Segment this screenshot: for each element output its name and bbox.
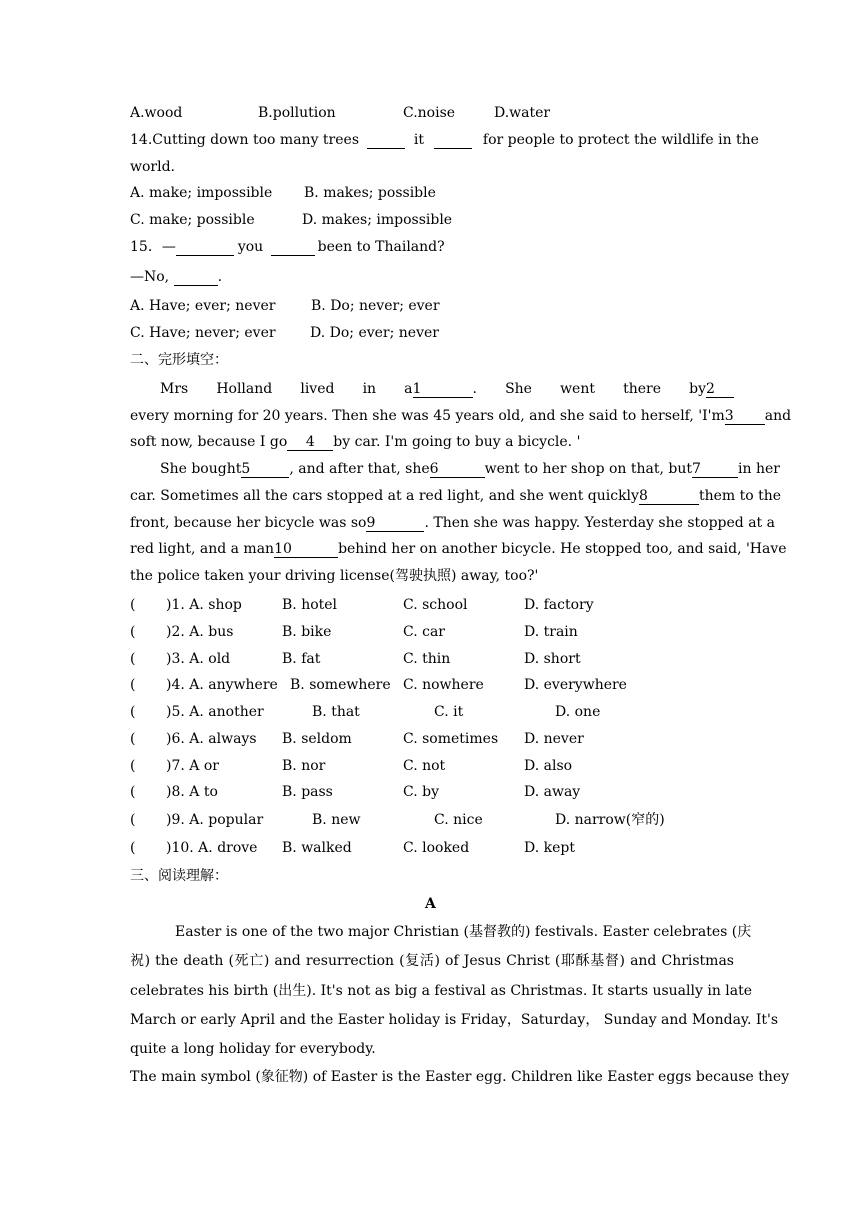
q14-stem-continued: world. bbox=[130, 159, 175, 175]
cloze-blank-9: 9 bbox=[366, 516, 424, 532]
q14-option-d: D. makes; impossible bbox=[302, 212, 453, 228]
item-option-c: C. looked bbox=[403, 840, 470, 856]
q15-option-c: C. Have; never; ever bbox=[130, 325, 276, 341]
cloze-text: went to her shop on that, but bbox=[484, 461, 692, 477]
item-option-d: D. also bbox=[524, 758, 573, 774]
q15-stem bbox=[130, 240, 445, 256]
item-option-d: D. short bbox=[524, 651, 581, 667]
item-option-a: )8. A to bbox=[166, 784, 218, 800]
q15-blank-1 bbox=[176, 240, 234, 256]
item-option-d: D. away bbox=[524, 784, 581, 800]
q13-option-a: A.wood bbox=[130, 105, 183, 121]
q15-option-a: A. Have; ever; never bbox=[130, 298, 276, 314]
item-option-c: C. thin bbox=[403, 651, 451, 667]
passage-line: celebrates his birth (出生). It's not as big a festival as Christmas. It starts usually in late bbox=[130, 983, 753, 999]
cloze-paragraph-2-line-3 bbox=[130, 515, 775, 532]
cloze-text: and bbox=[764, 408, 792, 424]
item-option-a: )5. A. another bbox=[166, 704, 264, 720]
q14-stem-part: 14.Cutting down too many trees bbox=[130, 132, 359, 148]
section-title-reading: 三、阅读理解： bbox=[130, 868, 228, 884]
q13-option-b: B.pollution bbox=[258, 105, 336, 121]
passage-line: Easter is one of the two major Christian (基督教的) festivals. Easter celebrates (庆 bbox=[175, 924, 752, 940]
answer-paren: ( bbox=[130, 758, 136, 774]
answer-paren: ( bbox=[130, 677, 136, 693]
cloze-text: . She went there by bbox=[472, 381, 706, 397]
item-option-d: D. one bbox=[555, 704, 601, 720]
item-option-b: B. new bbox=[312, 812, 361, 828]
answer-paren: ( bbox=[130, 651, 136, 667]
cloze-paragraph-1-line-2 bbox=[130, 408, 792, 425]
item-option-d: D. factory bbox=[524, 597, 594, 613]
item-option-c: C. nice bbox=[434, 812, 483, 828]
cloze-blank-7: 7 bbox=[692, 462, 738, 478]
item-option-c: C. car bbox=[403, 624, 445, 640]
item-option-a: )6. A. always bbox=[166, 731, 257, 747]
cloze-text: by car. I'm going to buy a bicycle. ' bbox=[333, 434, 581, 450]
q14-option-a: A. make; impossible bbox=[130, 185, 273, 201]
item-option-b: B. hotel bbox=[282, 597, 338, 613]
q15-reply-text: —No, bbox=[130, 269, 170, 285]
item-option-b: B. that bbox=[312, 704, 360, 720]
q15-blank-3 bbox=[174, 270, 218, 286]
item-option-c: C. not bbox=[403, 758, 446, 774]
answer-paren: ( bbox=[130, 597, 136, 613]
cloze-text: Mrs Holland lived in a bbox=[160, 381, 413, 397]
item-option-b: B. fat bbox=[282, 651, 321, 667]
item-option-b: B. pass bbox=[282, 784, 333, 800]
q14-blank-1 bbox=[367, 133, 405, 149]
cloze-paragraph-1-line-3 bbox=[130, 435, 580, 451]
cloze-blank-10: 10 bbox=[274, 542, 338, 558]
item-option-a: )10. A. drove bbox=[166, 840, 258, 856]
cloze-text: She bought bbox=[160, 461, 242, 477]
q15-stem-part: 15．— bbox=[130, 239, 176, 255]
q15-stem-part: you bbox=[237, 239, 264, 255]
item-option-d: D. never bbox=[524, 731, 584, 747]
q14-option-c: C. make; possible bbox=[130, 212, 255, 228]
q14-stem-part: for people to protect the wildlife in the bbox=[482, 132, 759, 148]
q15-reply-end: . bbox=[217, 269, 223, 285]
q14-stem bbox=[130, 133, 759, 149]
item-option-c: C. it bbox=[434, 704, 464, 720]
answer-paren: ( bbox=[130, 812, 136, 828]
cloze-paragraph-2-line-4 bbox=[130, 541, 787, 558]
passage-line: March or early April and the Easter holiday is Friday，Saturday， Sunday and Monday. It's bbox=[130, 1012, 779, 1028]
answer-paren: ( bbox=[130, 624, 136, 640]
answer-paren: ( bbox=[130, 704, 136, 720]
passage-line: The main symbol (象征物) of Easter is the Easter egg. Children like Easter eggs because they bbox=[130, 1069, 790, 1085]
q13-option-c: C.noise bbox=[403, 105, 456, 121]
item-option-a: )4. A. anywhere bbox=[166, 677, 278, 693]
item-option-c: C. nowhere bbox=[403, 677, 484, 693]
item-option-b: B. somewhere bbox=[290, 677, 391, 693]
cloze-text: every morning for 20 years. Then she was 45 years old, and she said to herself, 'I'm bbox=[130, 408, 725, 424]
item-option-b: B. bike bbox=[282, 624, 332, 640]
section-title-cloze: 二、完形填空： bbox=[130, 352, 228, 368]
item-option-a: )9. A. popular bbox=[166, 812, 264, 828]
q15-option-d: D. Do; ever; never bbox=[310, 325, 439, 341]
passage-line: quite a long holiday for everybody. bbox=[130, 1041, 376, 1057]
q15-reply bbox=[130, 270, 222, 286]
q15-blank-2 bbox=[271, 240, 315, 256]
q15-stem-part: been to Thailand? bbox=[317, 239, 445, 255]
answer-paren: ( bbox=[130, 731, 136, 747]
item-option-a: )1. A. shop bbox=[166, 597, 242, 613]
item-option-c: C. by bbox=[403, 784, 439, 800]
cloze-blank-4: 4 bbox=[287, 435, 333, 451]
cloze-text: behind her on another bicycle. He stopped too, and said, 'Have bbox=[338, 541, 787, 557]
cloze-paragraph-2-line-2 bbox=[130, 488, 782, 505]
item-option-b: B. seldom bbox=[282, 731, 352, 747]
item-option-b: B. nor bbox=[282, 758, 326, 774]
cloze-blank-8: 8 bbox=[639, 489, 699, 505]
passage-line: 祝) the death (死亡) and resurrection (复活) of Jesus Christ (耶酥基督) and Christmas bbox=[130, 953, 734, 969]
q14-stem-part: it bbox=[413, 132, 425, 148]
item-option-d: D. kept bbox=[524, 840, 575, 856]
q14-option-b: B. makes; possible bbox=[304, 185, 436, 201]
item-option-a: )2. A. bus bbox=[166, 624, 234, 640]
item-option-d: D. everywhere bbox=[524, 677, 627, 693]
cloze-blank-6: 6 bbox=[430, 462, 485, 478]
item-option-d: D. train bbox=[524, 624, 578, 640]
item-option-c: C. school bbox=[403, 597, 468, 613]
cloze-paragraph-2-line-5: the police taken your driving license(驾驶执照) away, too?' bbox=[130, 568, 539, 584]
cloze-blank-5: 5 bbox=[241, 462, 289, 478]
passage-title: A bbox=[425, 896, 436, 912]
q13-option-d: D.water bbox=[494, 105, 551, 121]
cloze-text: front, because her bicycle was so bbox=[130, 515, 367, 531]
cloze-text: , and after that, she bbox=[289, 461, 430, 477]
cloze-blank-2: 2 bbox=[706, 382, 734, 398]
item-option-a: )3. A. old bbox=[166, 651, 231, 667]
q14-blank-2 bbox=[434, 133, 472, 149]
cloze-blank-3: 3 bbox=[725, 409, 765, 425]
cloze-text: . Then she was happy. Yesterday she stopped at a bbox=[424, 515, 775, 531]
cloze-text: them to the bbox=[698, 488, 782, 504]
item-option-a: )7. A or bbox=[166, 758, 219, 774]
cloze-blank-1: 1 bbox=[413, 382, 473, 398]
cloze-text: red light, and a man bbox=[130, 541, 275, 557]
cloze-paragraph-1-line-1 bbox=[160, 382, 734, 398]
item-option-c: C. sometimes bbox=[403, 731, 499, 747]
cloze-text: in her bbox=[738, 461, 780, 477]
answer-paren: ( bbox=[130, 840, 136, 856]
item-option-d: D. narrow(窄的) bbox=[555, 812, 665, 828]
cloze-paragraph-2-line-1 bbox=[160, 461, 780, 478]
cloze-text: car. Sometimes all the cars stopped at a red light, and she went quickly bbox=[130, 488, 639, 504]
cloze-text: soft now, because I go bbox=[130, 434, 288, 450]
answer-paren: ( bbox=[130, 784, 136, 800]
item-option-b: B. walked bbox=[282, 840, 352, 856]
q15-option-b: B. Do; never; ever bbox=[311, 298, 440, 314]
